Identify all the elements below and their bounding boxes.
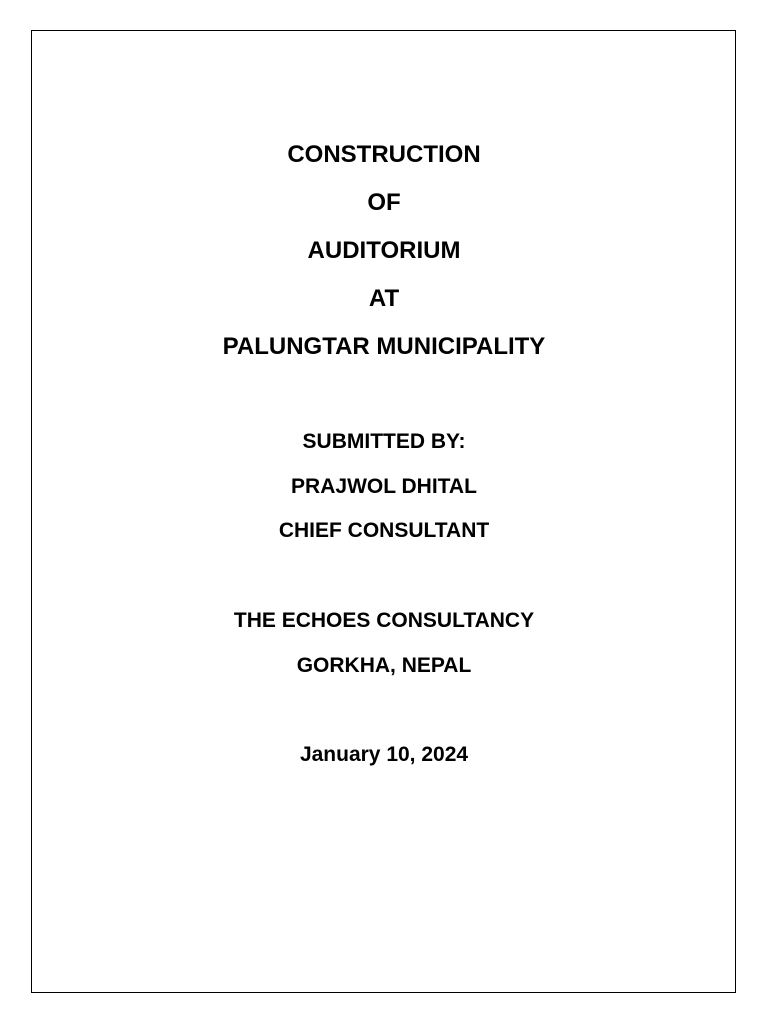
document-date: January 10, 2024 [299,743,469,766]
submitter-role: CHIEF CONSULTANT [278,519,490,542]
submitter-name: PRAJWOL DHITAL [291,475,477,498]
organization-location: GORKHA, NEPAL [296,654,472,677]
title-line-auditorium: AUDITORIUM [307,237,461,264]
page-border [31,30,736,993]
title-line-construction: CONSTRUCTION [287,141,481,168]
title-line-municipality: PALUNGTAR MUNICIPALITY [222,333,546,360]
title-line-of: OF [367,189,401,216]
title-line-at: AT [368,285,400,312]
submitted-by-label: SUBMITTED BY: [302,430,466,453]
organization-name: THE ECHOES CONSULTANCY [233,609,535,632]
